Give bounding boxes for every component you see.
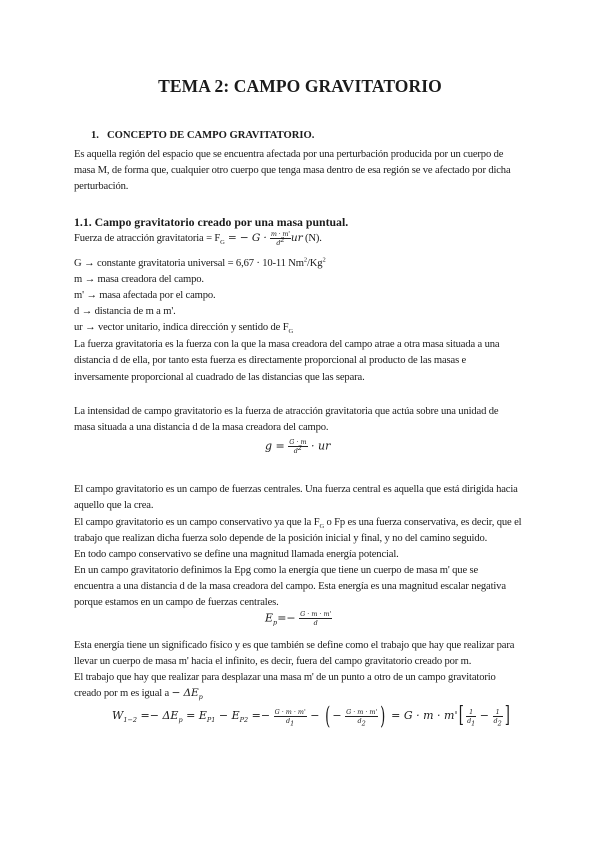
paragraph-line: La intensidad de campo gravitatorio es la fuerza de atracción gravitatoria que actúa sobre una unidad de — [74, 406, 499, 417]
ur-definition-sub: G — [288, 328, 294, 336]
paragraph-line: La fuerza gravitatoria es la fuerza con la que la masa creadora del campo atrae a otra masa situada a una — [74, 339, 500, 350]
w-fraction-3 — [466, 708, 476, 725]
w-f3-num: 1 — [466, 708, 476, 717]
force-formula-line — [74, 230, 322, 247]
w-part-sub: P1 — [206, 716, 216, 725]
paragraph-line: Es aquella región del espacio que se encuentra afectada por una perturbación producida por un cuerpo de — [74, 149, 504, 160]
g-constant-exp: 2 — [303, 256, 308, 264]
force-dot: · — [260, 231, 270, 244]
work-line — [74, 686, 203, 701]
paragraph-line: El trabajo que hay que realizar para desplazar una masa m' de un punto a otro de un campo gravitatorio — [74, 672, 496, 683]
w-bminus: − — [476, 709, 493, 722]
force-numerator: m · m' — [270, 230, 290, 238]
paragraph-line: masa situada a una distancia d de la masa creadora del campo. — [74, 422, 329, 433]
conservative-text-a: El campo gravitatorio es un campo conservativo ya que la F — [74, 517, 320, 528]
ur-definition-line — [74, 320, 293, 335]
w-fraction-2 — [345, 708, 378, 725]
subsection-heading: 1.1. Campo gravitatorio creado por una masa puntual. — [74, 215, 349, 229]
w-f4-den: d — [493, 716, 498, 725]
force-fraction — [270, 230, 291, 247]
ur-definition-text: ur → vector unitario, indica dirección y sentido de F — [74, 322, 289, 333]
w-part-sub: P2 — [239, 716, 249, 725]
paragraph-line: perturbación. — [74, 181, 129, 192]
g-numerator: G · m — [289, 438, 307, 446]
w-f4-num: 1 — [493, 708, 503, 717]
w-f1-den: d — [286, 716, 291, 725]
paragraph-line: En todo campo conservativo se define una magnitud llamada energía potencial. — [74, 549, 399, 560]
w-f2-den-sub: 2 — [361, 718, 366, 727]
definition-line: d → distancia de m a m'. — [74, 306, 176, 317]
g-rest: · ur — [307, 439, 331, 453]
work-line-text: creado por m es igual a — [74, 688, 172, 699]
paragraph-line: Esta energía tiene un significado físico y es que también se define como el trabajo que hay que realizar para — [74, 640, 515, 651]
section-heading-1 — [91, 130, 314, 141]
force-den-exp: 2 — [280, 235, 285, 244]
potential-energy-equation — [265, 610, 332, 627]
paragraph-line: En un campo gravitatorio definimos la Epg como la energía que tiene un cuerpo de masa m' que se — [74, 565, 479, 576]
force-sub: G — [220, 239, 225, 247]
w-fraction-4 — [493, 708, 503, 725]
w-part: − E — [215, 709, 240, 722]
paragraph-line: porque estamos en un campo de fuerzas centrales. — [74, 597, 279, 608]
g-eq-sign: = — [272, 439, 289, 453]
g-constant-text: G → constante gravitatoria universal = 6,67 · 10-11 Nm — [74, 258, 304, 269]
work-line-sub: p — [198, 693, 203, 702]
field-intensity-equation — [265, 438, 330, 455]
force-ur: ur — [290, 231, 303, 244]
g-constant-exp: 2 — [322, 256, 326, 264]
conservative-text-b: o Fp es una fuerza conservativa, es decir, que el — [324, 517, 522, 528]
paragraph-line: encuentra a una distancia d de la masa creadora del campo. Esta energía es una magnitud escalar negativa — [74, 581, 506, 592]
definition-line: m' → masa afectada por el campo. — [74, 290, 216, 301]
ep-fraction — [299, 610, 332, 627]
paragraph-line: distancia d de ella, por tanto esta fuerza es directamente proporcional al producto de las masas e — [74, 355, 467, 366]
w-part: = E — [182, 709, 207, 722]
work-line-math: − ΔE — [171, 687, 199, 699]
paragraph-line: inversamente proporcional al cuadrado de las distancias que las separa. — [74, 372, 365, 383]
w-f4-den-sub: 2 — [497, 718, 502, 727]
g-den-exp: 2 — [297, 443, 303, 452]
force-unit: (N). — [302, 232, 322, 244]
w-f1-den-sub: 1 — [290, 718, 295, 727]
force-eq: = − — [224, 231, 252, 244]
w-f2-den: d — [357, 716, 362, 725]
w-part: = G · m · m' — [387, 709, 458, 722]
w-part: =− ΔE — [137, 709, 179, 722]
w-fraction-1 — [274, 708, 307, 725]
w-f3-den: d — [467, 716, 472, 725]
w-sub: 1−2 — [123, 716, 138, 725]
w-minus: − — [306, 709, 323, 722]
w-part-sub: p — [178, 716, 183, 725]
conservative-line — [74, 515, 521, 530]
ep-eq-sign: =− — [277, 611, 300, 625]
section-number: 1. — [91, 130, 99, 141]
w-symbol: W — [112, 709, 124, 722]
g-denominator: d — [293, 447, 298, 455]
w-open-bracket: [ — [459, 703, 465, 728]
w-neg: − — [332, 709, 346, 722]
paragraph-line: trabajo que realizan dicha fuerza solo depende de la posición inicial y final, y no del camino seguido. — [74, 533, 488, 544]
ep-symbol: E — [265, 611, 274, 625]
conservative-sub: G — [319, 523, 325, 531]
paragraph-line: El campo gravitatorio es un campo de fuerzas centrales. Una fuerza central es aquella que está dirigida hacia — [74, 484, 518, 495]
ep-numerator: G · m · m' — [300, 610, 332, 618]
w-f2-num: G · m · m' — [346, 707, 378, 716]
section-heading-text: CONCEPTO DE CAMPO GRAVITATORIO. — [107, 130, 315, 141]
paragraph-line: aquello que la crea. — [74, 500, 154, 511]
page-title: TEMA 2: CAMPO GRAVITATORIO — [158, 76, 442, 96]
g-constant-line — [74, 256, 326, 271]
g-symbol: g — [265, 439, 273, 453]
force-denominator: d — [276, 239, 281, 247]
w-close-bracket: ] — [504, 703, 510, 728]
w-open-paren: ( — [325, 702, 331, 730]
w-f1-num: G · m · m' — [274, 707, 306, 716]
force-prefix: Fuerza de atracción gravitatoria = F — [74, 232, 221, 244]
paragraph-line: masa M, de forma que, cualquier otro cuerpo que tenga masa dentro de esa región se ve afectado por dicha — [74, 165, 511, 176]
ep-sub: p — [273, 618, 278, 627]
definition-line: m → masa creadora del campo. — [74, 274, 204, 285]
work-equation — [112, 704, 511, 728]
ep-denominator: d — [313, 619, 318, 627]
w-close-paren: ) — [380, 702, 386, 730]
g-constant-unit: /Kg — [307, 258, 323, 269]
w-part: =− — [248, 709, 274, 722]
g-fraction — [288, 438, 307, 455]
force-G: G — [251, 231, 261, 244]
paragraph-line: llevar un cuerpo de masa m' hacia el infinito, es decir, fuera del campo gravitatorio creado por m. — [74, 656, 472, 667]
w-f3-den-sub: 1 — [471, 718, 476, 727]
